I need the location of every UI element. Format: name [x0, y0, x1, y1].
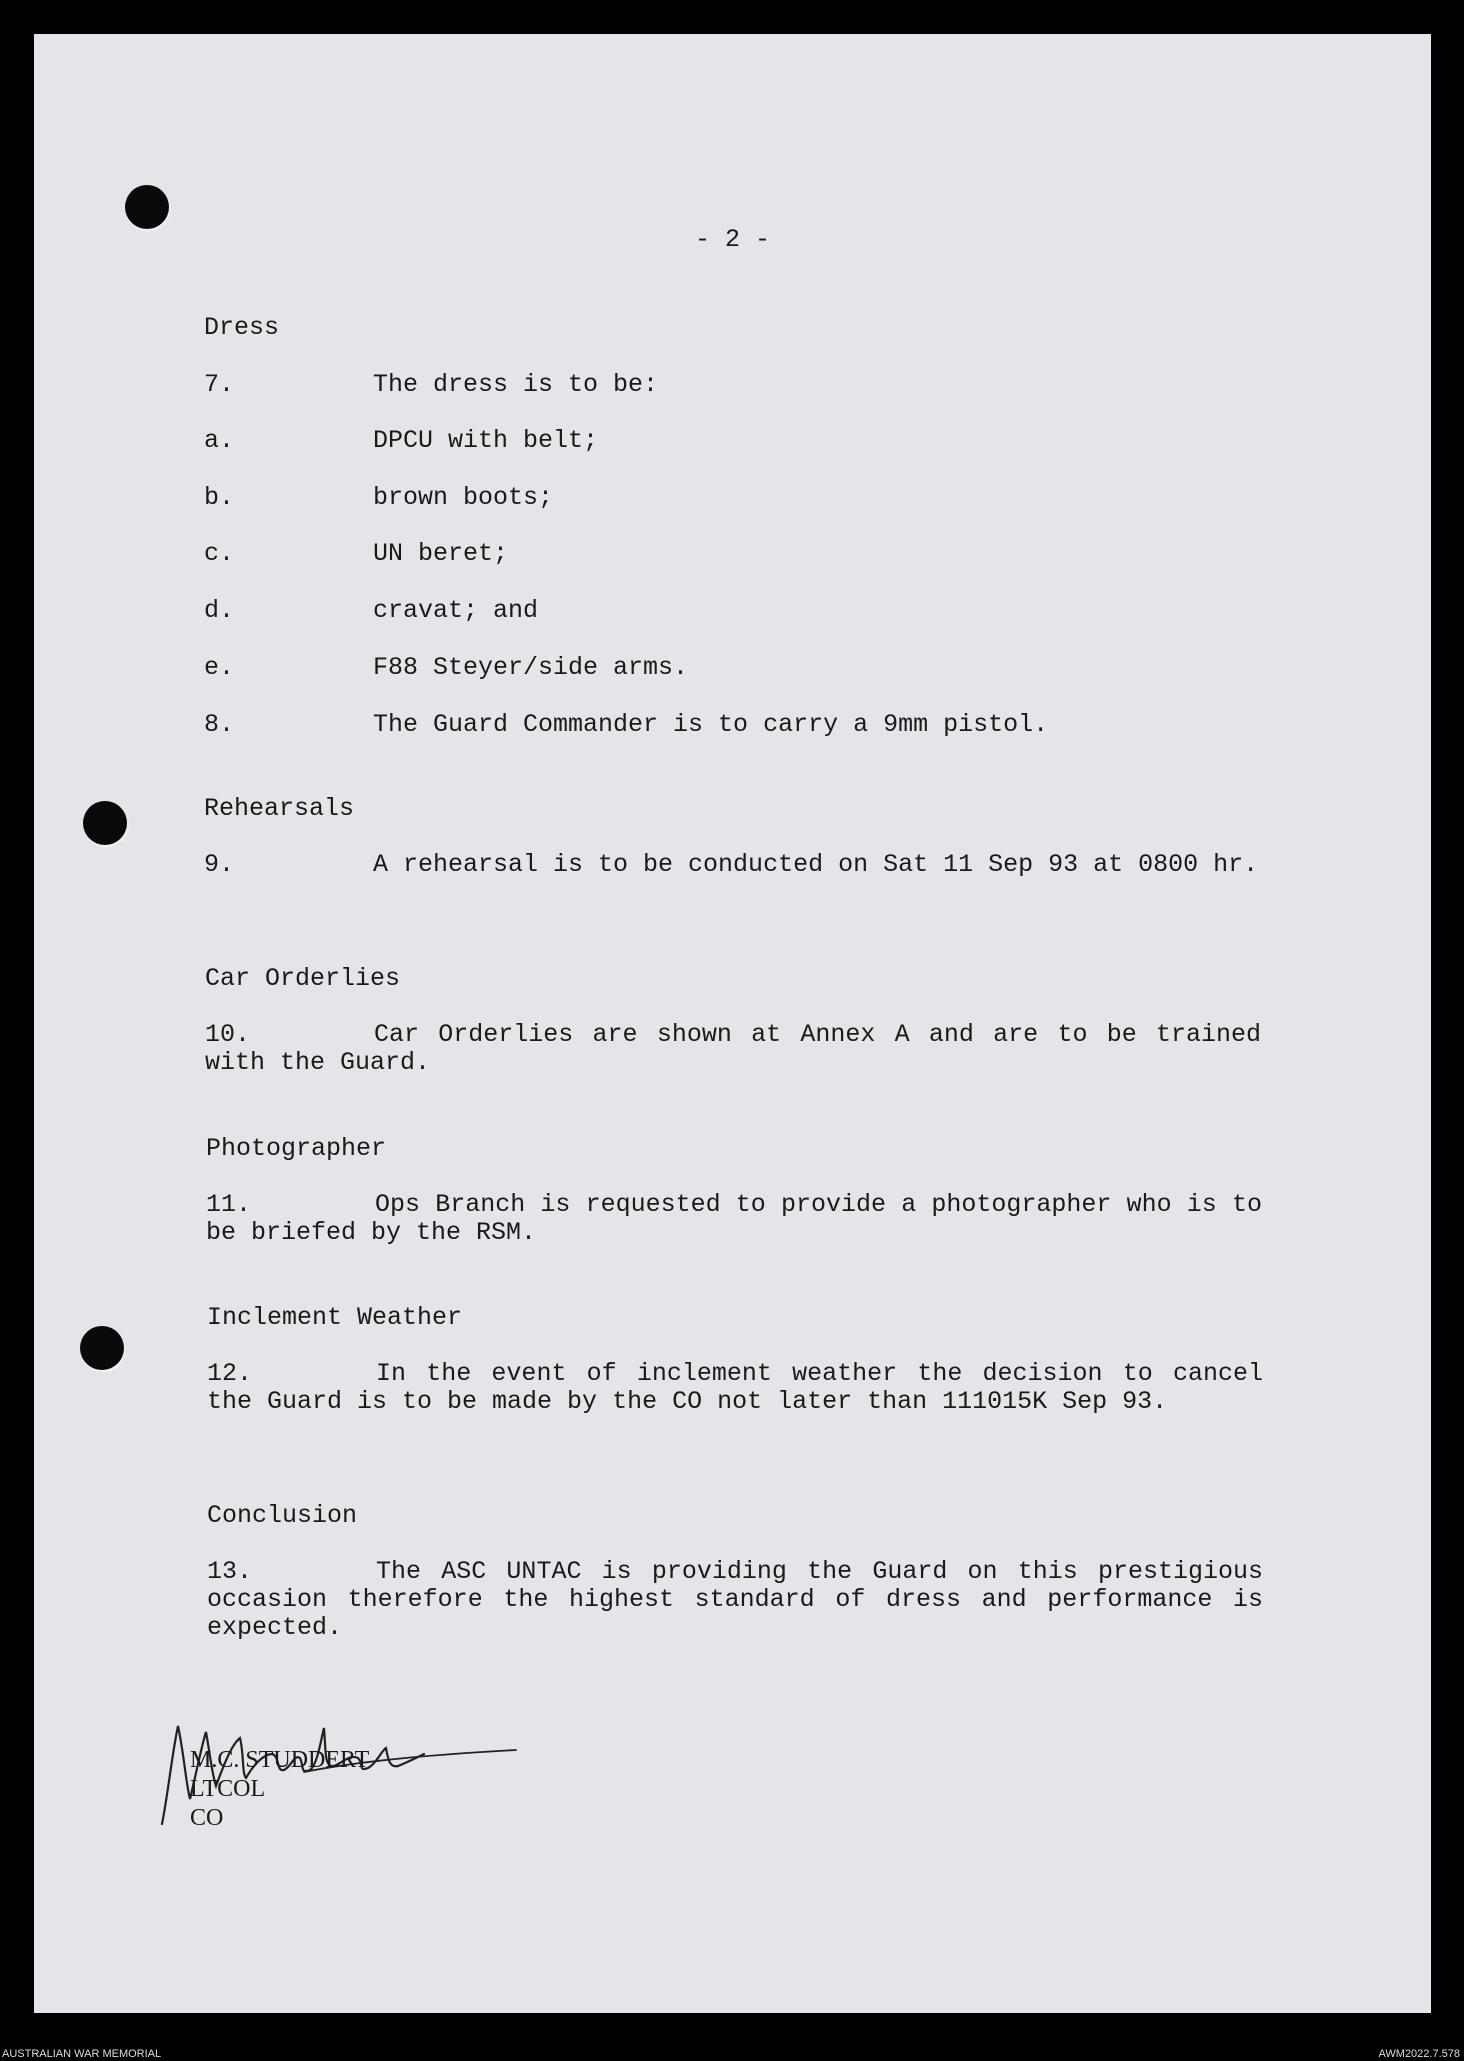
paragraph-inclement-weather: [207, 1360, 1263, 1416]
heading-conclusion: Conclusion: [207, 1501, 358, 1530]
signatory-rank: LTCOL: [190, 1776, 266, 1802]
para-number: 9.: [204, 850, 235, 879]
list-item-text: UN beret;: [373, 539, 509, 568]
para-text: The ASC UNTAC is providing the Guard on this prestigious occasion therefore the highest standard of dress and performance is expected.: [207, 1557, 1263, 1642]
punch-hole: [80, 1326, 124, 1370]
para-number: 10.: [205, 1020, 251, 1049]
list-item-letter: b.: [204, 483, 235, 512]
para-text: A rehearsal is to be conducted on Sat 11 Sep 93 at 0800 hr.: [373, 850, 1259, 879]
para-number: 7.: [204, 370, 235, 399]
document-page: [34, 34, 1431, 2013]
heading-car-orderlies: Car Orderlies: [205, 964, 401, 993]
heading-dress: Dress: [204, 313, 280, 342]
heading-inclement-weather: Inclement Weather: [207, 1303, 463, 1332]
signatory-name: M.C. STUDDERT: [190, 1747, 370, 1773]
punch-hole: [83, 801, 127, 845]
footer-credit: AUSTRALIAN WAR MEMORIAL: [2, 2048, 162, 2060]
paragraph-conclusion: [207, 1558, 1263, 1642]
para-number: 11.: [206, 1190, 252, 1219]
list-item-text: DPCU with belt;: [373, 426, 599, 455]
page-number: - 2 -: [694, 225, 770, 254]
list-item-text: brown boots;: [373, 483, 554, 512]
paragraph-car-orderlies: [205, 1021, 1261, 1077]
para-text: The dress is to be:: [373, 370, 659, 399]
list-item-text: cravat; and: [373, 596, 539, 625]
punch-hole: [125, 185, 169, 229]
para-number: 12.: [207, 1359, 253, 1388]
para-number: 13.: [207, 1557, 253, 1586]
para-number: 8.: [204, 710, 235, 739]
heading-rehearsals: Rehearsals: [204, 794, 355, 823]
signature-block: [190, 1746, 369, 1833]
para-text: Car Orderlies are shown at Annex A and are to be trained with the Guard.: [205, 1020, 1261, 1077]
list-item-letter: c.: [204, 539, 235, 568]
list-item-letter: a.: [204, 426, 235, 455]
para-text: In the event of inclement weather the decision to cancel the Guard is to be made by the CO not later than 111015K Sep 93.: [207, 1359, 1263, 1416]
list-item-text: F88 Steyer/side arms.: [373, 653, 689, 682]
para-text: Ops Branch is requested to provide a photographer who is to be briefed by the RSM.: [206, 1190, 1262, 1247]
para-text: The Guard Commander is to carry a 9mm pistol.: [373, 710, 1049, 739]
signatory-appointment: CO: [190, 1805, 224, 1831]
list-item-letter: e.: [204, 653, 235, 682]
footer-accession-number: AWM2022.7.578: [1378, 2048, 1460, 2060]
paragraph-rehearsal: [204, 851, 1260, 879]
heading-photographer: Photographer: [206, 1134, 387, 1163]
paragraph-photographer: [206, 1191, 1262, 1247]
list-item-letter: d.: [204, 596, 235, 625]
